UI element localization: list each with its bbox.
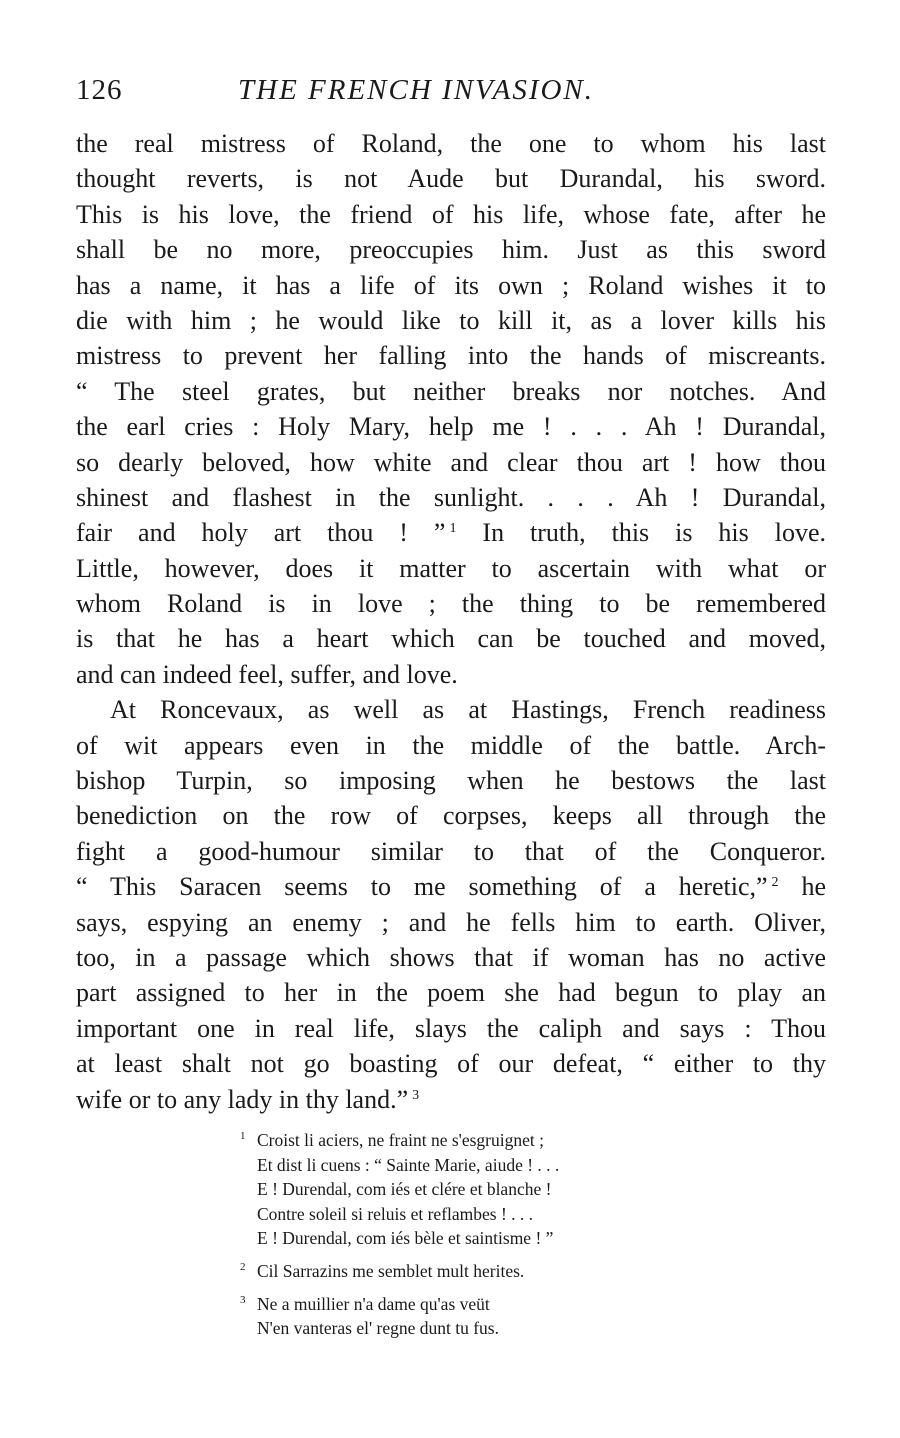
text-line: at least shalt not go boasting of our defeat, “ either to thy (76, 1049, 826, 1079)
text-line: Little, however, does it matter to ascertain with what or (76, 553, 826, 583)
text-line: too, in a passage which shows that if woman has no active (76, 942, 826, 972)
running-title: THE FRENCH INVASION. (238, 74, 595, 106)
body-text (76, 126, 826, 1117)
text-line: shinest and flashest in the sunlight. . . . Ah ! Durandal, (76, 482, 826, 512)
footnote-line: Cil Sarrazins me semblet mult herites. (257, 1260, 525, 1281)
text-line: mistress to prevent her falling into the hands of miscreants. (76, 341, 826, 371)
text-line-with-ref (76, 869, 826, 904)
text-line: benediction on the row of corpses, keeps all through the (76, 801, 826, 831)
text-line: important one in real life, slays the caliph and says : Thou (76, 1013, 826, 1043)
page-number: 126 (76, 74, 123, 106)
text-line: part assigned to her in the poem she had begun to play an (76, 978, 826, 1008)
text-line: bishop Turpin, so imposing when he bestows the last (76, 766, 826, 796)
text-line: fight a good-humour similar to that of the Conqueror. (76, 836, 826, 866)
text-segment: In truth, this is his love. (482, 518, 827, 548)
footnote-3 (240, 1292, 760, 1341)
running-head (76, 70, 836, 110)
text-line: of wit appears even in the middle of the battle. Arch- (76, 730, 826, 760)
text-line: This is his love, the friend of his life, whose fate, after he (76, 199, 826, 229)
text-line-with-ref (76, 515, 826, 550)
footnote-line: Ne a muillier n'a dame qu'as veüt (257, 1293, 490, 1314)
text-line: says, espying an enemy ; and he fells him to earth. Oliver, (76, 907, 826, 937)
text-line: At Roncevaux, as well as at Hastings, French readiness (110, 695, 826, 725)
text-line-with-ref (76, 1082, 826, 1117)
text-line: the real mistress of Roland, the one to whom his last (76, 129, 826, 158)
text-line: has a name, it has a life of its own ; Roland wishes it to (76, 270, 826, 300)
text-line: the earl cries : Holy Mary, help me ! . . . Ah ! Durandal, (76, 412, 826, 442)
text-segment: fair and holy art thou ! ” (76, 518, 446, 548)
text-line: thought reverts, is not Aude but Durandal, his sword. (76, 164, 826, 194)
footnote-line: Croist li aciers, ne fraint ne s'esgruignet ; (257, 1130, 544, 1150)
footnote-line: Et dist li cuens : “ Sainte Marie, aiude ! . . . (257, 1154, 560, 1175)
text-line: and can indeed feel, suffer, and love. (76, 659, 458, 689)
text-line: whom Roland is in love ; the thing to be remembered (76, 589, 826, 619)
footnotes (240, 1128, 760, 1349)
text-line: die with him ; he would like to kill it, as a lover kills his (76, 305, 826, 335)
text-line: shall be no more, preoccupies him. Just as this sword (76, 235, 826, 265)
text-segment: wife or to any lady in thy land.” (76, 1084, 409, 1114)
text-line: “ The steel grates, but neither breaks nor notches. And (76, 376, 826, 406)
footnote-line: E ! Durendal, com iés bèle et saintisme ! ” (257, 1228, 554, 1249)
footnote-line: Contre soleil si reluis et reflambes ! . . . (257, 1203, 534, 1224)
footnote-line: N'en vanteras el' regne dunt tu fus. (257, 1318, 499, 1339)
footnote-1 (240, 1128, 760, 1251)
footnote-marker: 3 (240, 1293, 246, 1306)
footnote-line: E ! Durendal, com iés et clére et blanche ! (257, 1179, 552, 1200)
footnote-ref-3: 3 (412, 1087, 420, 1103)
text-line: so dearly beloved, how white and clear thou art ! how thou (76, 447, 826, 477)
footnote-marker: 1 (240, 1130, 246, 1142)
text-segment: “ This Saracen seems to me something of a heretic,” (76, 872, 768, 902)
text-segment: he (801, 872, 826, 902)
footnote-2 (240, 1259, 760, 1284)
footnote-ref-2: 2 (771, 875, 779, 891)
footnote-marker: 2 (240, 1260, 246, 1273)
text-line: is that he has a heart which can be touched and moved, (76, 624, 826, 654)
footnote-ref-1: 1 (449, 521, 457, 537)
